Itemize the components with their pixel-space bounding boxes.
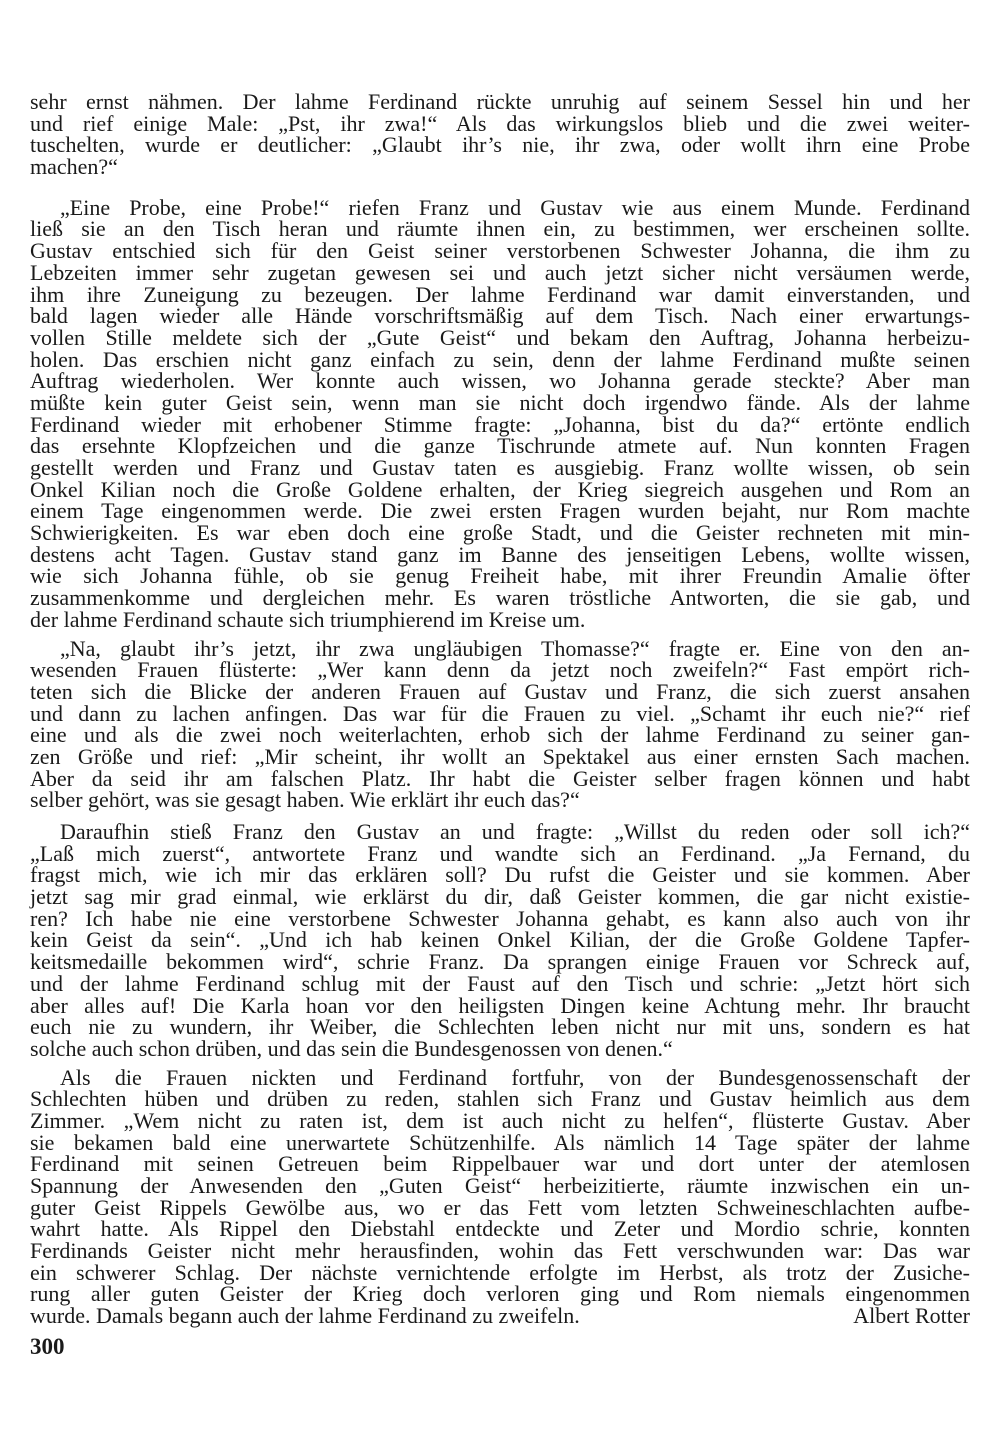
text-line-content: selber gehört, was sie gesagt haben. Wie erklärt ihr euch das?“ [30, 787, 580, 813]
text-line [30, 1218, 970, 1240]
text-line [30, 1064, 970, 1090]
text-line-content: und der lahme Ferdinand schlug mit der Faust auf den Tisch und schrie: „Jetzt hört sich [30, 970, 970, 996]
text-line [30, 541, 970, 567]
text-line [30, 435, 970, 457]
text-line-content: fragst mich, wie ich mir das erklären soll? Du rufst die Geister und sie kommen. Aber [30, 862, 970, 888]
text-line [30, 886, 970, 908]
text-line [30, 259, 970, 285]
text-line [30, 194, 970, 220]
text-line-content: müßte kein guter Geist sein, wenn man sie nicht doch irgendwo fände. Als der lahme [30, 389, 970, 415]
text-line-content: Ferdinand mit seinen Getreuen beim Rippelbauer war und dort unter der atemlosen [30, 1151, 970, 1177]
text-line [30, 134, 970, 156]
text-line [30, 840, 970, 866]
text-line [30, 1259, 970, 1285]
text-line [30, 281, 970, 307]
text-line [30, 522, 970, 544]
text-line [30, 606, 970, 632]
text-line [30, 743, 970, 769]
text-line [30, 1240, 970, 1262]
text-line-content: sehr ernst nähmen. Der lahme Ferdinand rückte unruhig auf seinem Sessel hin und her [30, 89, 970, 114]
author-signature: Albert Rotter [853, 1303, 970, 1329]
text-line-content: und dann zu lachen anfingen. Das war für die Frauen zu viel. „Schamt ihr euch nie?“ rief [30, 700, 970, 726]
text-line-content: jetzt sag mir grad einmal, wie erklärst du dir, daß Geister kommen, die gar nicht existie- [30, 884, 970, 910]
text-line [30, 389, 970, 415]
text-line-content: solche auch schon drüben, und das sein die Bundesgenossen von denen.“ [30, 1035, 673, 1061]
text-line [30, 765, 970, 791]
text-line [30, 1194, 970, 1220]
text-line-content: Ferdinands Geister nicht mehr herausfinden, wohin das Fett verschwunden war: Das war [30, 1238, 970, 1264]
text-line [30, 1107, 970, 1133]
text-line-content: guter Geist Rippels Gewölbe aus, wo er das Fett vom letzten Schweineschlachten aufbe- [30, 1194, 970, 1220]
text-line-content: Daraufhin stieß Franz den Gustav an und fragte: „Willst du reden oder soll ich?“ [60, 819, 970, 844]
text-line [30, 970, 970, 996]
text-line [30, 1305, 970, 1327]
text-line-content: Zimmer. „Wem nicht zu raten ist, dem ist auch nicht zu helfen“, flüsterte Gustav. Aber [30, 1107, 970, 1133]
text-line-content: keitsmedaille bekommen wird“, schrie Franz. Da sprangen einige Frauen vor Schreck auf, [30, 949, 970, 975]
text-line [30, 457, 970, 479]
text-line [30, 218, 970, 240]
text-line-content: Gustav entschied sich für den Geist seiner verstorbenen Schwester Johanna, die ihm zu [30, 238, 970, 264]
page-number: 300 [30, 1334, 65, 1359]
text-line [30, 1129, 970, 1155]
text-line-content: Aber da seid ihr am falschen Platz. Ihr habt die Geister selber fragen können und habt [30, 765, 970, 791]
text-line [30, 821, 970, 843]
text-line [30, 905, 970, 931]
text-line [30, 1035, 970, 1061]
text-line [30, 1175, 970, 1197]
text-line-content: „Na, glaubt ihr’s jetzt, ihr zwa ungläubigen Thomasse?“ fragte er. Eine von den an- [60, 635, 970, 661]
text-line-content: Schwierigkeiten. Es war eben doch eine große Stadt, und die Geister rechneten mit min- [30, 520, 970, 546]
text-line-content: teten sich die Blicke der anderen Frauen auf Gustav und Franz, die sich zuerst ansahen [30, 678, 970, 704]
text-line [30, 635, 970, 661]
paragraph [30, 91, 970, 178]
text-line-content: Ferdinand wieder mit erhobener Stimme fragte: „Johanna, bist du da?“ ertönte endlich [30, 411, 970, 437]
text-line [30, 929, 970, 951]
text-line-content: tuschelten, wurde er deutlicher: „Glaubt ihr’s nie, ihr zwa, oder wollt ihrn eine Probe [30, 132, 970, 158]
text-line [30, 1283, 970, 1305]
text-line-content: Auftrag wiederholen. Wer konnte auch wissen, wo Johanna gerade steckte? Aber man [30, 368, 970, 394]
text-line [30, 476, 970, 502]
text-line-content: kein Geist da sein“. „Und ich hab keinen Onkel Kilian, der die Große Goldene Tapfer- [30, 927, 970, 953]
text-line-content: der lahme Ferdinand schaute sich triumphierend im Kreise um. [30, 606, 586, 632]
text-line-content: ein schwerer Schlag. Der nächste vernichtende erfolgte im Herbst, als trotz der Zusiche- [30, 1259, 970, 1285]
text-line-content: wahrt hatte. Als Rippel den Diebstahl entdeckte und Zeter und Mordio schrie, konnten [30, 1216, 970, 1242]
text-line [30, 1016, 970, 1038]
text-line [30, 789, 970, 811]
text-line-content: das ersehnte Klopfzeichen und die ganze Tischrunde atmete auf. Nun konnten Fragen [30, 433, 970, 459]
text-line-content: „Eine Probe, eine Probe!“ riefen Franz und Gustav wie aus einem Munde. Ferdinand [60, 194, 970, 220]
text-line-content: zusammenkomme und dergleichen mehr. Es waren tröstliche Antworten, die sie gab, und [30, 585, 970, 611]
text-line [30, 110, 970, 136]
text-line-content: Lebzeiten immer sehr zugetan gewesen sei und auch jetzt sicher nicht versäumen werde, [30, 259, 970, 285]
text-line [30, 411, 970, 437]
text-line-content: destens acht Tagen. Gustav stand ganz im Banne des jenseitigen Lebens, wollte wissen, [30, 541, 970, 567]
text-line [30, 500, 970, 522]
text-line-content: gestellt werden und Franz und Gustav taten es ausgiebig. Franz wollte wissen, ob sein [30, 455, 970, 480]
text-line [30, 565, 970, 587]
text-line-content: ihm ihre Zuneigung zu bezeugen. Der lahme Ferdinand war damit einverstanden, und [30, 281, 970, 307]
text-line-content: rung aller guten Geister der Krieg doch verloren ging und Rom niemals eingenommen [30, 1281, 970, 1307]
text-line-content: wesenden Frauen flüsterte: „Wer kann denn da jetzt noch zweifeln?“ Fast empört rich- [30, 657, 970, 683]
text-line [30, 91, 970, 113]
text-line-content: Als die Frauen nickten und Ferdinand fortfuhr, von der Bundesgenossenschaft der [60, 1064, 970, 1090]
paragraph [30, 635, 970, 813]
text-line-content: zen Größe und rief: „Mir scheint, ihr wollt an Spektakel aus einer ernsten Sach machen. [30, 743, 970, 769]
text-line [30, 864, 970, 886]
text-line [30, 1088, 970, 1110]
text-line [30, 370, 970, 392]
text-line [30, 724, 970, 746]
text-line-content: Schlechten hüben und drüben zu reden, stahlen sich Franz und Gustav heimlich aus dem [30, 1086, 970, 1112]
text-line [30, 305, 970, 327]
text-line-content: sie bekamen bald eine unerwartete Schützenhilfe. Als nämlich 14 Tage später der lahme [30, 1129, 970, 1155]
page-body [30, 91, 970, 1327]
text-line-content: machen?“ [30, 154, 118, 180]
text-line [30, 992, 970, 1018]
text-line-content: ließ sie an den Tisch heran und räumte ihnen ein, zu bestimmen, wer erscheinen sollte. [30, 216, 970, 242]
text-line-content: ren? Ich habe nie eine verstorbene Schwester Johanna gehabt, es kann also auch von ihr [30, 905, 970, 931]
paragraph [30, 1064, 970, 1329]
text-line [30, 951, 970, 973]
text-line [30, 700, 970, 726]
text-line-content: euch nie zu wundern, ihr Weiber, die Schlechten leben nicht nur mit uns, sondern es hat [30, 1014, 970, 1040]
text-line [30, 1153, 970, 1175]
text-line-content: und rief einige Male: „Pst, ihr zwa!“ Als das wirkungslos blieb und die zwei weiter- [30, 110, 970, 136]
text-line-content: „Laß mich zuerst“, antwortete Franz und wandte sich an Ferdinand. „Ja Fernand, du [30, 840, 970, 866]
text-line [30, 324, 970, 350]
text-line [30, 659, 970, 681]
text-line-content: aber alles auf! Die Karla hoan vor den heiligsten Dingen keine Achtung mehr. Ihr braucht [30, 992, 970, 1018]
text-line-content: Onkel Kilian noch die Große Goldene erhalten, der Krieg siegreich ausgehen und Rom an [30, 476, 970, 502]
text-line [30, 156, 970, 178]
text-line-content: Spannung der Anwesenden den „Guten Geist“ herbeizitierte, räumte inzwischen ein un- [30, 1173, 970, 1198]
text-line-content: vollen Stille meldete sich der „Gute Geist“ und bekam den Auftrag, Johanna herbeizu- [30, 324, 970, 350]
paragraph [30, 821, 970, 1060]
paragraph [30, 194, 970, 632]
text-line [30, 678, 970, 704]
text-line [30, 587, 970, 609]
text-line-content: eine und als die zwei noch weiterlachten, erhob sich der lahme Ferdinand zu seiner gan- [30, 722, 970, 748]
text-line-content: holen. Das erschien nicht ganz einfach zu sein, denn der lahme Ferdinand mußte seinen [30, 346, 970, 372]
text-line-content: wurde. Damals begann auch der lahme Ferdinand zu zweifeln. [30, 1303, 580, 1329]
text-line-content: wie sich Johanna fühle, ob sie genug Freiheit habe, mit ihrer Freundin Amalie öfter [30, 563, 970, 589]
text-line [30, 240, 970, 262]
text-line-content: bald lagen wieder alle Hände vorschriftsmäßig auf dem Tisch. Nach einer erwartungs- [30, 303, 970, 329]
text-line-content: einem Tage eingenommen werde. Die zwei ersten Fragen wurden bejaht, nur Rom machte [30, 498, 970, 524]
text-line [30, 346, 970, 372]
